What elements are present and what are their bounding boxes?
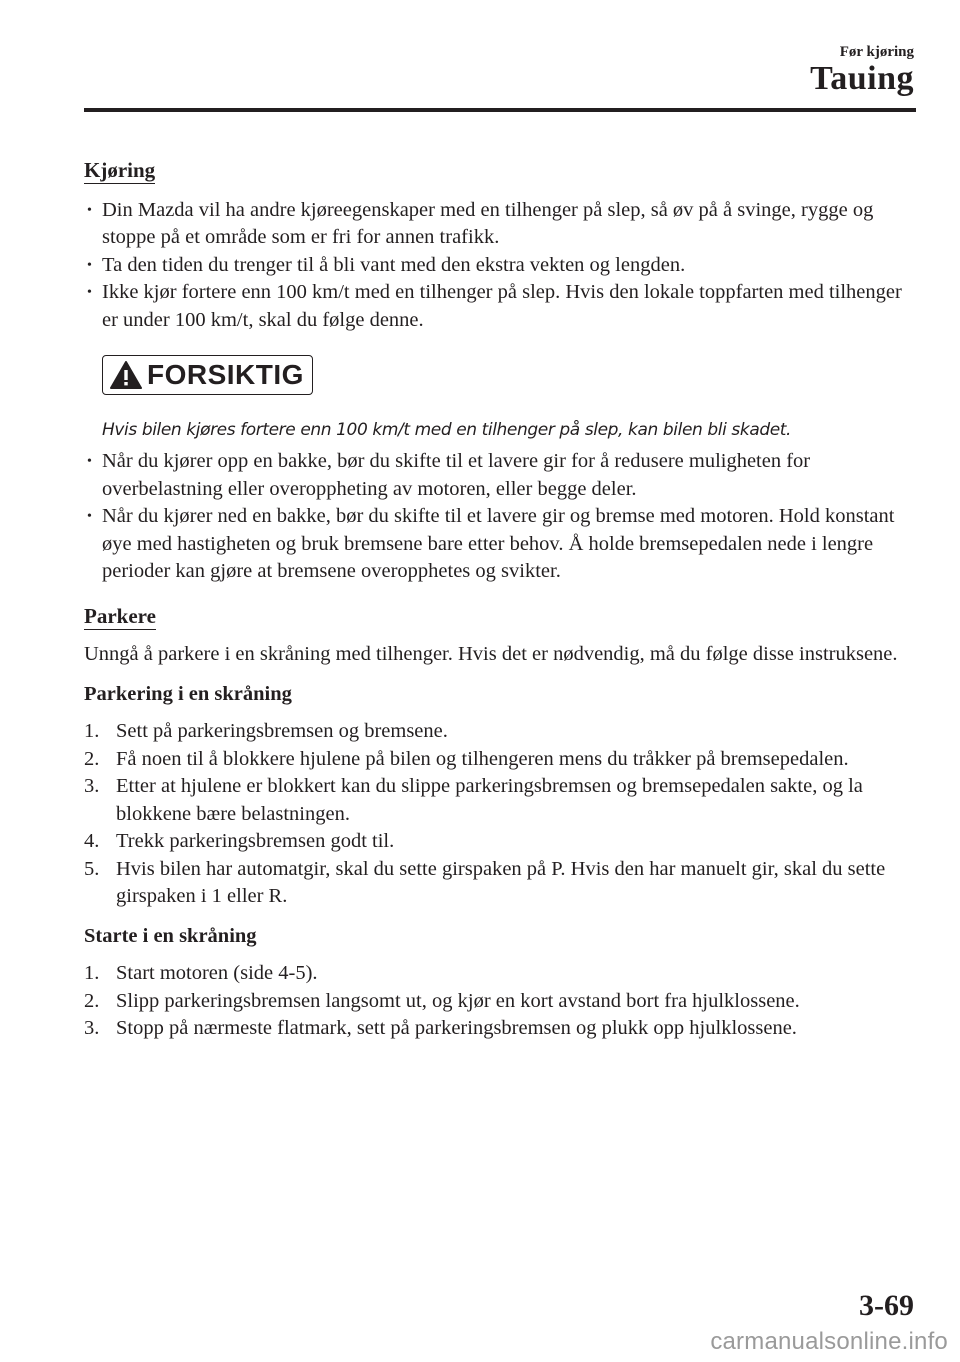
list-item bbox=[84, 718, 916, 746]
bullet-text: Når du kjører opp en bakke, bør du skifte til et lavere gir for å redusere muligheten for overbelastning eller overoppheting av motoren, eller begge deler. bbox=[102, 450, 811, 500]
step-text: Slipp parkeringsbremsen langsomt ut, og kjør en kort avstand bort fra hjulklossene. bbox=[116, 989, 800, 1012]
bullet-text: Ikke kjør fortere enn 100 km/t med en tilhenger på slep. Hvis den lokale toppfarten med tilhenger er under 100 km/t, skal du følge denne. bbox=[102, 281, 902, 331]
list-item bbox=[84, 988, 916, 1016]
step-number: 3. bbox=[84, 1017, 100, 1039]
step-number: 3. bbox=[84, 775, 100, 797]
step-number: 4. bbox=[84, 830, 100, 852]
caution-text: Hvis bilen kjøres fortere enn 100 km/t med en tilhenger på slep, kan bilen bli skadet. bbox=[102, 419, 792, 440]
page-header-title: Tauing bbox=[810, 60, 914, 97]
parking-intro: Unngå å parkere i en skråning med tilhenger. Hvis det er nødvendig, må du følge disse instruksene. bbox=[84, 643, 898, 665]
step-number: 5. bbox=[84, 857, 100, 880]
list-item: • Ta den tiden du trenger til å bli vant med den ekstra vekten og lengden. bbox=[87, 253, 686, 276]
bullet-text: Ta den tiden du trenger til å bli vant med den ekstra vekten og lengden. bbox=[102, 253, 686, 276]
running-header-section: Før kjøring bbox=[839, 44, 914, 60]
list-item bbox=[84, 960, 916, 988]
step-number: 2. bbox=[84, 989, 100, 1012]
bullet-text: Din Mazda vil ha andre kjøreegenskaper med en tilhenger på slep, så øv på å svinge, rygge og stoppe på et område som er fri for annen trafikk. bbox=[102, 198, 874, 248]
step-text: Etter at hjulene er blokkert kan du slippe parkeringsbremsen og bremsepedalen sakte, og la blokkene bære belastningen. bbox=[116, 775, 863, 825]
step-number: 1. bbox=[84, 720, 100, 742]
step-text: Sett på parkeringsbremsen og bremsene. bbox=[116, 720, 448, 742]
list-item: • Din Mazda vil ha andre kjøreegenskaper med en tilhenger på slep, så øv på å svinge, rygge og stoppe på et område som er fri for annen trafikk. bbox=[87, 198, 874, 248]
warning-icon bbox=[109, 360, 143, 390]
step-text: Få noen til å blokkere hjulene på bilen og tilhengeren mens du tråkker på bremsepedalen. bbox=[116, 747, 849, 770]
list-item bbox=[84, 856, 916, 911]
watermark: carmanualsonline.info bbox=[710, 1328, 948, 1355]
list-item bbox=[84, 773, 916, 828]
list-item bbox=[84, 828, 916, 856]
subsection-title-parking-slope: Parkering i en skråning bbox=[84, 682, 292, 705]
caution-label: FORSIKTIG bbox=[147, 359, 304, 391]
header-rule bbox=[84, 108, 916, 112]
page-number: 3-69 bbox=[859, 1289, 914, 1322]
list-item: • Når du kjører ned en bakke, bør du skifte til et lavere gir og bremse med motoren. Hold konstant øye med hastigheten og bruk bremsene bare etter behov. Å holde bremsepedalen nede i lengre perioder kan gjøre at bremsene overopphetes og svikter. bbox=[87, 505, 895, 582]
section-title-parking: Parkere bbox=[84, 603, 156, 628]
page-content bbox=[84, 158, 916, 1043]
subsection-title-starting-slope: Starte i en skråning bbox=[84, 924, 257, 947]
list-item: • Når du kjører opp en bakke, bør du skifte til et lavere gir for å redusere muligheten for overbelastning eller overoppheting av motoren, eller begge deler. bbox=[87, 450, 811, 500]
step-text: Hvis bilen har automatgir, skal du sette girspaken på P. Hvis den har manuelt gir, skal du sette girspaken i 1 eller R. bbox=[116, 857, 886, 907]
step-text: Start motoren (side 4-5). bbox=[116, 962, 318, 984]
bullet-text: Når du kjører ned en bakke, bør du skifte til et lavere gir og bremse med motoren. Hold konstant øye med hastigheten og bruk bremsene bare etter behov. Å holde bremsepedalen nede i lengre perioder kan gjøre at bremsene overopphetes og svikter. bbox=[102, 505, 895, 582]
step-number: 2. bbox=[84, 747, 100, 770]
list-item bbox=[84, 1015, 916, 1043]
caution-badge bbox=[102, 355, 313, 395]
list-item: • Ikke kjør fortere enn 100 km/t med en tilhenger på slep. Hvis den lokale toppfarten med tilhenger er under 100 km/t, skal du følge denne. bbox=[87, 281, 902, 331]
step-text: Trekk parkeringsbremsen godt til. bbox=[116, 830, 395, 852]
list-item bbox=[84, 746, 916, 774]
step-number: 1. bbox=[84, 962, 100, 984]
section-title-driving: Kjøring bbox=[84, 158, 156, 182]
step-text: Stopp på nærmeste flatmark, sett på parkeringsbremsen og plukk opp hjulklossene. bbox=[116, 1017, 797, 1039]
